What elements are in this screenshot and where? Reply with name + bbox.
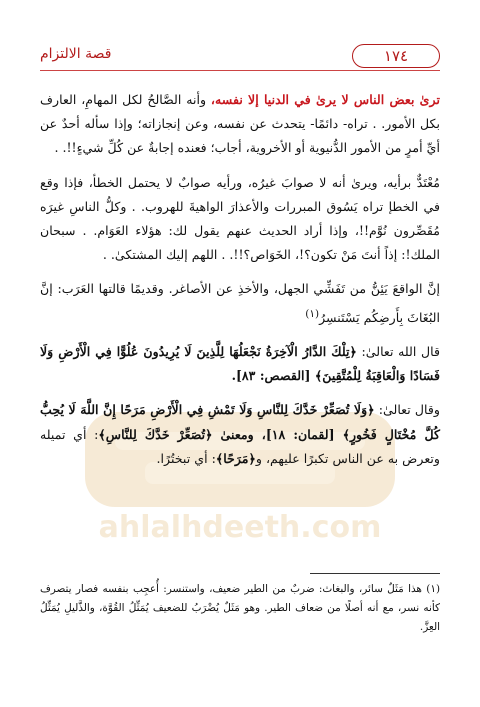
verse-citation: [لقمان: ١٨]، ومعنىٰ: [212, 426, 343, 442]
footnote-rule: [310, 573, 440, 574]
paragraph-text: قال الله تعالىٰ:: [356, 344, 440, 360]
verse-citation: [القصص: ٨٣].: [231, 368, 315, 384]
quran-verse: ﴿تِلْكَ الدَّارُ الْآخِرَةُ نَجْعَلُهَا لِلَّذِينَ لَا يُرِيدُونَ عُلُوًّا فِي الْأَرْضِ وَلَا فَسَادًا وَالْعَاقِبَةُ لِلْمُتَّقِينَ﴾: [40, 344, 440, 384]
paragraph-text: : أي تميله وتعرض به عن الناس تكبرًا عليهم، و: [40, 426, 440, 466]
page-number: ١٧٤: [352, 44, 440, 68]
quran-term: ﴿مَرَحًا﴾: [215, 450, 256, 466]
paragraph-5: [40, 398, 440, 471]
book-title: قصة الالتزام: [40, 46, 112, 62]
quran-term: ﴿تُصَعِّرْ خَدَّكَ لِلنَّاسِ﴾: [98, 426, 213, 442]
paragraph-text: إنَّ الواقعَ يَئِنُّ من تَفَشِّي الجهل، والأخذِ عن الأصاغر. وقديمًا قالتها العَرَب: إنَّ البُغَاثَ بِأَرضِكُم يَسْتَنسِرُ: [40, 281, 440, 325]
page-header: [40, 40, 440, 74]
header-rule: [40, 70, 440, 71]
paragraph-4: [40, 340, 440, 388]
paragraph-text: : أي تبختُرًا.: [156, 450, 216, 466]
quran-verse: ﴿وَلَا تُصَعِّرْ خَدَّكَ لِلنَّاسِ وَلَا تَمْشِ فِي الْأَرْضِ مَرَحًا إِنَّ اللَّهَ لَا يُحِبُّ كُلَّ مُخْتَالٍ فَخُورٍ﴾: [40, 402, 440, 442]
paragraph-1: [40, 88, 440, 161]
main-text: [40, 88, 440, 481]
paragraph-2: مُعْتَدٌّ برأيه، ويرىٰ أنه لا صوابَ غيرُه، ورأيه صوابٌ لا يحتمل الخطأ، فإذا وقع في الخطإ تراه يَسُوق المبررات والأعذارَ الواهيةَ للهروب. . وكلُّ الناسِ غيرَه مُقَصِّرون نُوَّم!!، وإذا أراد الحديث عنهم يقول لك: هؤلاء العَوَام. . سبحان الملك!: إذاً أنتَ مَنْ تكون؟!، الخَوَاص؟!!. . اللهم إليك المشتكىٰ. .: [40, 174, 440, 263]
paragraph-3: [40, 277, 440, 330]
footnote-ref: (١): [305, 307, 320, 320]
footnote: (١) هذا مَثَلٌ سائر، والبغاث: ضربٌ من الطير ضعيف، واستنسر: أُعجِب بنفسه فصار يتصرف كأنه نسر، مع أنه أصلًا من ضعاف الطير. وهو مَثَلٌ يُضْرَبُ للضعيف يُمَثِّلُ القُوَّة، والذَّليلِ يُمَثِّلُ العِزَّ.: [40, 583, 440, 633]
paragraph-text: وأنه الصَّالحُ لكل المهامِ، العارف بكل الأمور. . تراه- دائمًا- يتحدث عن نفسه، وعن إنجازاته؛ وإذا سأله أحدٌ عن أيِّ أمرٍ من الأمور الدُّنيوية أو الأخروية، أجاب؛ فعنده إجابةٌ عن كُلِّ شيءٍ!!. .: [40, 92, 440, 156]
highlight-text: ترىٰ بعض الناس لا يرىٰ في الدنيا إلا نفسه،: [210, 92, 440, 107]
watermark-text: ahlalhdeeth.com: [98, 510, 382, 545]
paragraph-text: وقال تعالىٰ:: [374, 402, 440, 418]
